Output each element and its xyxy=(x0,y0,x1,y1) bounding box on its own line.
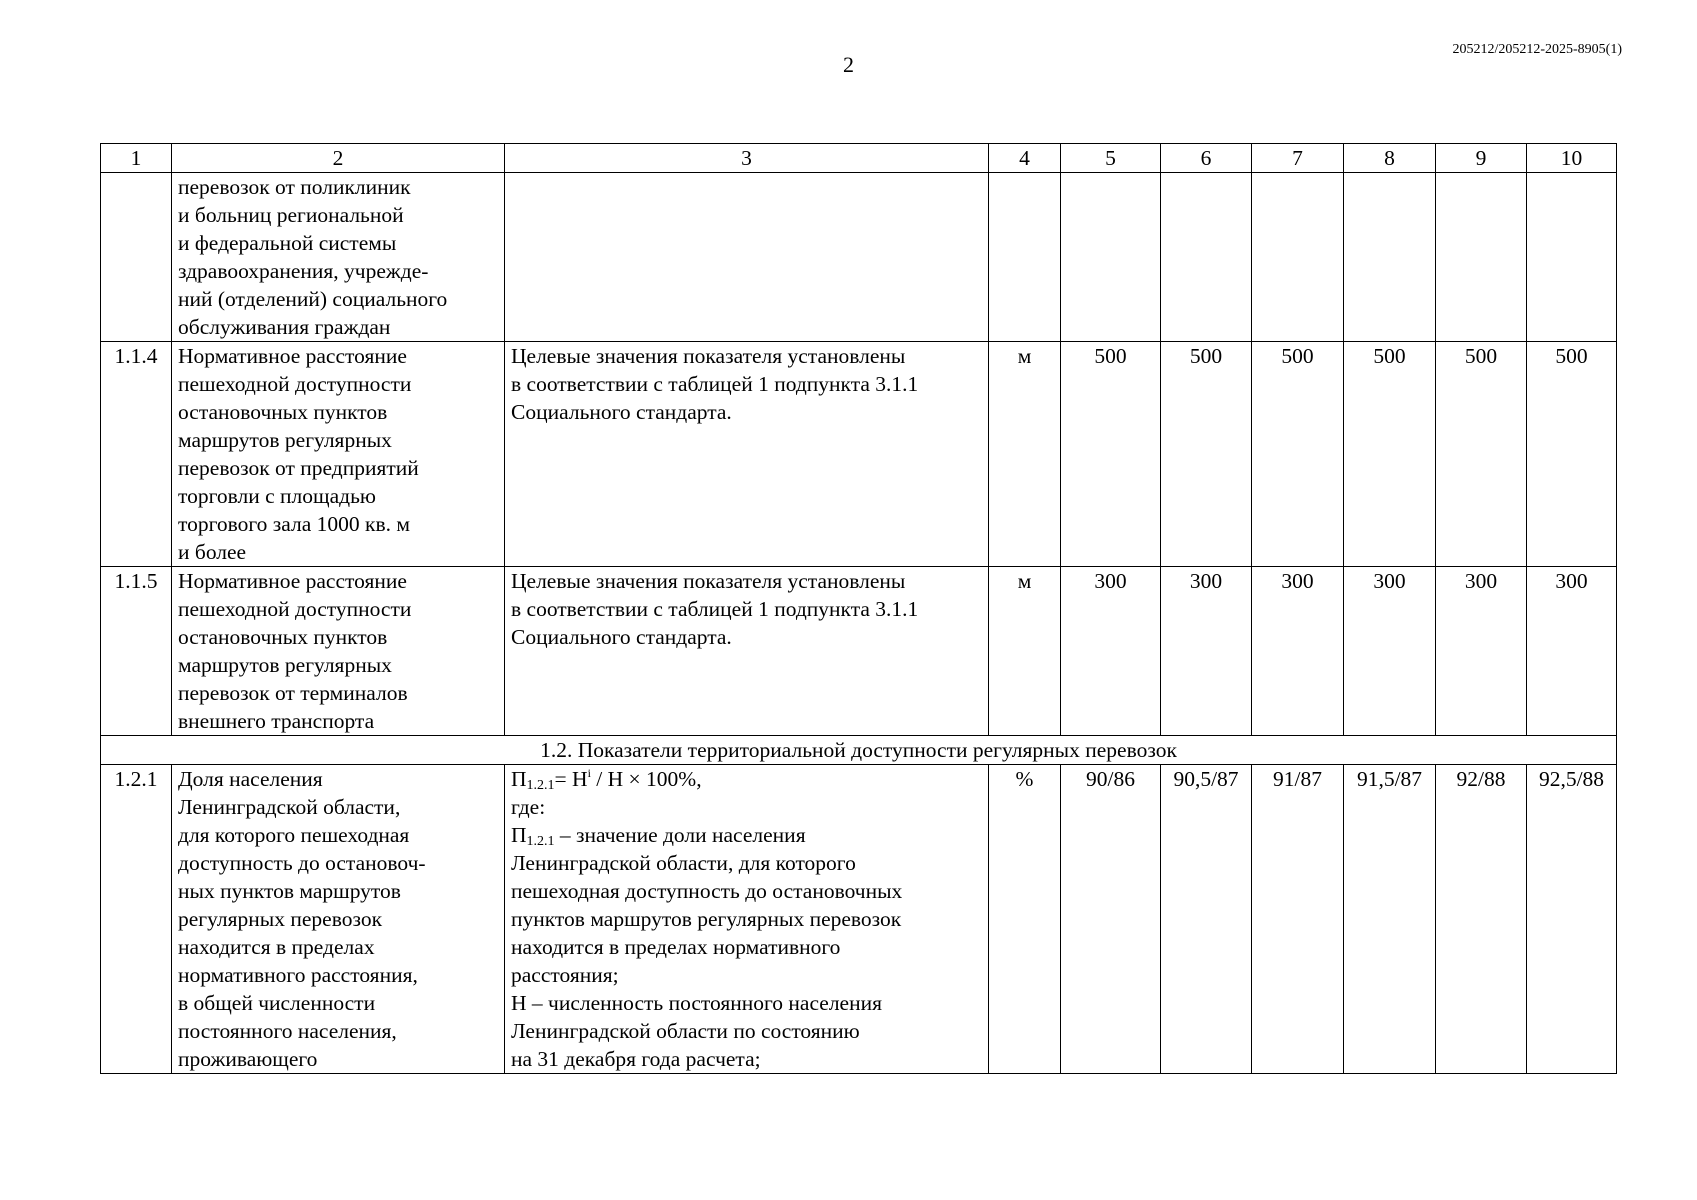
column-header: 6 xyxy=(1161,144,1252,173)
column-header: 9 xyxy=(1436,144,1527,173)
text-line: маршрутов регулярных xyxy=(178,428,392,452)
definition-line xyxy=(511,821,982,849)
text-line: и федеральной системы xyxy=(178,231,397,255)
document-id: 205212/205212-2025-8905(1) xyxy=(1452,42,1622,57)
value-cell: 500 xyxy=(1344,342,1436,567)
text-line: перевозок от предприятий xyxy=(178,456,419,480)
section-title: 1.2. Показатели территориальной доступности регулярных перевозок xyxy=(101,736,1617,765)
value-cell: 300 xyxy=(1436,567,1527,736)
text-line: где: xyxy=(511,795,546,819)
unit-cell xyxy=(989,173,1061,342)
value-cell xyxy=(1161,173,1252,342)
indicator-name-cell xyxy=(172,765,505,1074)
value-cell: 500 xyxy=(1061,342,1161,567)
text-line: в соответствии с таблицей 1 подпункта 3.1.1 xyxy=(511,372,919,396)
value-cell: 90/86 xyxy=(1061,765,1161,1074)
row-id-cell: 1.1.4 xyxy=(101,342,172,567)
table-row-1-1-5 xyxy=(101,567,1617,736)
text-line: Социального стандарта. xyxy=(511,400,732,424)
text-line: остановочных пунктов xyxy=(178,625,388,649)
indicator-name-cell xyxy=(172,567,505,736)
text-line: ных пунктов маршрутов xyxy=(178,879,401,903)
value-cell: 300 xyxy=(1344,567,1436,736)
method-cell xyxy=(505,173,989,342)
section-row xyxy=(101,736,1617,765)
text-line: Социального стандарта. xyxy=(511,625,732,649)
text-line: и больниц региональной xyxy=(178,203,404,227)
value-cell xyxy=(1252,173,1344,342)
text-line: Целевые значения показателя установлены xyxy=(511,569,906,593)
row-id-cell xyxy=(101,173,172,342)
text-line: расстояния; xyxy=(511,963,619,987)
text-line: Нормативное расстояние xyxy=(178,344,407,368)
formula-text: = Н xyxy=(554,767,588,791)
value-cell xyxy=(1436,173,1527,342)
value-cell xyxy=(1527,173,1617,342)
indicator-name-cell xyxy=(172,342,505,567)
row-id-cell: 1.1.5 xyxy=(101,567,172,736)
text-line: Ленинградской области по состоянию xyxy=(511,1019,860,1043)
table-row-1-1-4 xyxy=(101,342,1617,567)
value-cell: 500 xyxy=(1161,342,1252,567)
formula-symbol: П xyxy=(511,767,527,791)
text-line: проживающего xyxy=(178,1047,318,1071)
text-line: доступность до остановоч- xyxy=(178,851,426,875)
text-line: и более xyxy=(178,540,247,564)
unit-cell: % xyxy=(989,765,1061,1074)
text-line: Доля населения xyxy=(178,767,323,791)
value-cell: 500 xyxy=(1252,342,1344,567)
value-cell: 92/88 xyxy=(1436,765,1527,1074)
formula-line xyxy=(511,765,982,793)
text-line: Ленинградской области, xyxy=(178,795,401,819)
text-line: торговли с площадью xyxy=(178,484,376,508)
column-header: 7 xyxy=(1252,144,1344,173)
text-line: остановочных пунктов xyxy=(178,400,388,424)
value-cell: 500 xyxy=(1527,342,1617,567)
page-number: 2 xyxy=(843,52,854,77)
text-line: в общей численности xyxy=(178,991,376,1015)
text-line: для которого пешеходная xyxy=(178,823,410,847)
text-line: находится в пределах нормативного xyxy=(511,935,841,959)
value-cell xyxy=(1061,173,1161,342)
row-id-cell: 1.2.1 xyxy=(101,765,172,1074)
table-row-continued xyxy=(101,173,1617,342)
text-line: в соответствии с таблицей 1 подпункта 3.1.1 xyxy=(511,597,919,621)
method-cell xyxy=(505,342,989,567)
formula-subscript: 1.2.1 xyxy=(526,834,555,849)
unit-cell: м xyxy=(989,342,1061,567)
column-header: 3 xyxy=(505,144,989,173)
value-cell: 90,5/87 xyxy=(1161,765,1252,1074)
text-line: Н – численность постоянного населения xyxy=(511,991,882,1015)
text-line: пешеходной доступности xyxy=(178,372,412,396)
formula-text: / Н × 100%, xyxy=(590,767,702,791)
method-cell xyxy=(505,765,989,1074)
text-line: пунктов маршрутов регулярных перевозок xyxy=(511,907,902,931)
text-line: ний (отделений) социального xyxy=(178,287,448,311)
text-line: постоянного населения, xyxy=(178,1019,397,1043)
text-line: пешеходной доступности xyxy=(178,597,412,621)
value-cell: 91,5/87 xyxy=(1344,765,1436,1074)
table-header-row xyxy=(101,144,1617,173)
text-line: здравоохранения, учрежде- xyxy=(178,259,429,283)
value-cell: 500 xyxy=(1436,342,1527,567)
text-line: нормативного расстояния, xyxy=(178,963,418,987)
text-line: регулярных перевозок xyxy=(178,907,383,931)
value-cell: 300 xyxy=(1527,567,1617,736)
column-header: 10 xyxy=(1527,144,1617,173)
text-line: маршрутов регулярных xyxy=(178,653,392,677)
value-cell: 300 xyxy=(1252,567,1344,736)
column-header: 4 xyxy=(989,144,1061,173)
text-line: торгового зала 1000 кв. м xyxy=(178,512,411,536)
formula-superscript: i xyxy=(587,766,591,780)
column-header: 5 xyxy=(1061,144,1161,173)
formula-subscript: 1.2.1 xyxy=(526,778,555,793)
column-header: 1 xyxy=(101,144,172,173)
value-cell: 300 xyxy=(1161,567,1252,736)
value-cell: 91/87 xyxy=(1252,765,1344,1074)
unit-cell: м xyxy=(989,567,1061,736)
method-cell xyxy=(505,567,989,736)
definition-text: – значение доли населения xyxy=(554,823,806,847)
column-header: 8 xyxy=(1344,144,1436,173)
text-line: Целевые значения показателя установлены xyxy=(511,344,906,368)
text-line: пешеходная доступность до остановочных xyxy=(511,879,903,903)
text-line: перевозок от поликлиник xyxy=(178,175,411,199)
text-line: на 31 декабря года расчета; xyxy=(511,1047,761,1071)
text-line: внешнего транспорта xyxy=(178,709,375,733)
table-row-1-2-1 xyxy=(101,765,1617,1074)
text-line: находится в пределах xyxy=(178,935,375,959)
column-header: 2 xyxy=(172,144,505,173)
text-line: обслуживания граждан xyxy=(178,315,391,339)
value-cell xyxy=(1344,173,1436,342)
value-cell: 92,5/88 xyxy=(1527,765,1617,1074)
formula-symbol: П xyxy=(511,823,527,847)
text-line: перевозок от терминалов xyxy=(178,681,408,705)
text-line: Нормативное расстояние xyxy=(178,569,407,593)
value-cell: 300 xyxy=(1061,567,1161,736)
indicator-table xyxy=(100,143,1617,1074)
indicator-name-cell xyxy=(172,173,505,342)
text-line: Ленинградской области, для которого xyxy=(511,851,856,875)
